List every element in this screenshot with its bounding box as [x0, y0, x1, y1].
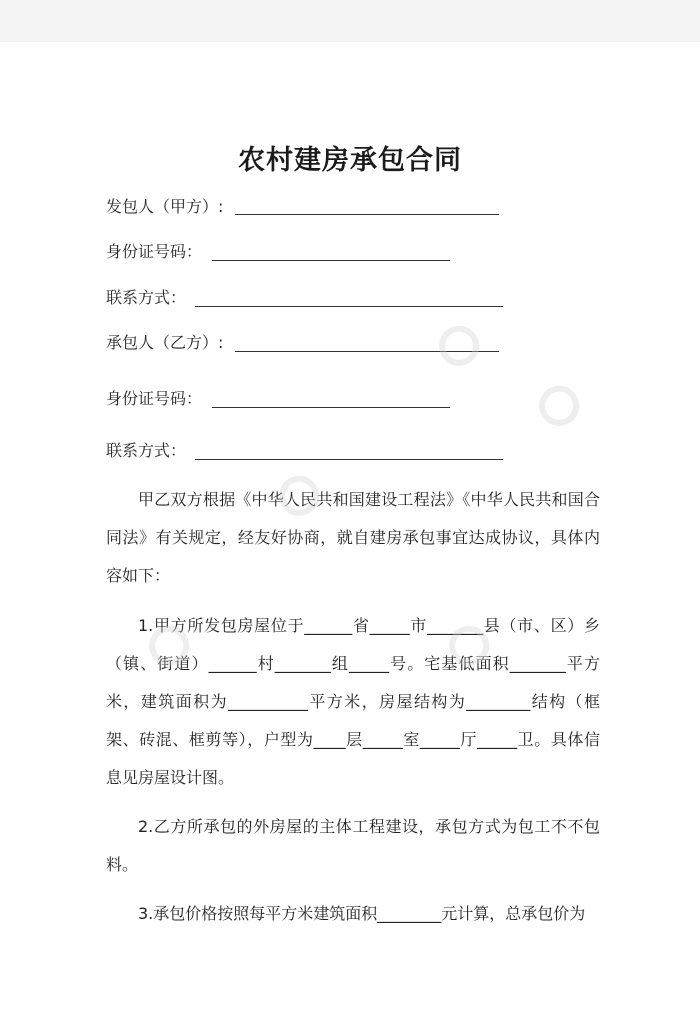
party-b-name-blank: [235, 351, 499, 352]
party-b-contact-blank: [195, 459, 503, 460]
party-a-name-blank: [235, 214, 499, 215]
party-b-id-label: 身份证号码：: [106, 389, 203, 408]
party-b-id-blank: [212, 407, 450, 408]
clause-1-paragraph: 1.甲方所发包房屋位于______省_____市_______县（市、区）乡（镇、街道）______村_______组_____号。宅基低面积_______平方米，建筑面积为__________平方米，房屋结构为________结构（框架、砖混、框剪等），户型为____层_____室_____厅_____卫。具体信息见房屋设计图。: [106, 616, 600, 787]
top-band: [0, 0, 700, 42]
document-title: 农村建房承包合同: [238, 145, 462, 176]
party-a-id-blank: [212, 260, 450, 261]
watermark-logo: [430, 311, 497, 379]
party-b-name-label: 承包人（乙方）:: [106, 333, 224, 352]
party-a-id-label: 身份证号码：: [106, 242, 203, 261]
party-a-name-label: 发包人（甲方）:: [106, 197, 224, 216]
clause-3-paragraph: 3.承包价格按照每平方米建筑面积________元计算，总承包价为: [138, 904, 586, 923]
party-a-contact-blank: [195, 306, 503, 307]
watermark-logo: [530, 371, 597, 439]
party-b-contact-label: 联系方式：: [106, 441, 187, 460]
clause-2-paragraph: 2.乙方所承包的外房屋的主体工程建设，承包方式为包工不不包料。: [106, 817, 600, 874]
party-a-contact-label: 联系方式：: [106, 288, 187, 307]
intro-paragraph: 甲乙双方根据《中华人民共和国建设工程法》《中华人民共和国合同法》有关规定，经友好协商，就自建房承包事宜达成协议，具体内容如下：: [106, 490, 600, 585]
